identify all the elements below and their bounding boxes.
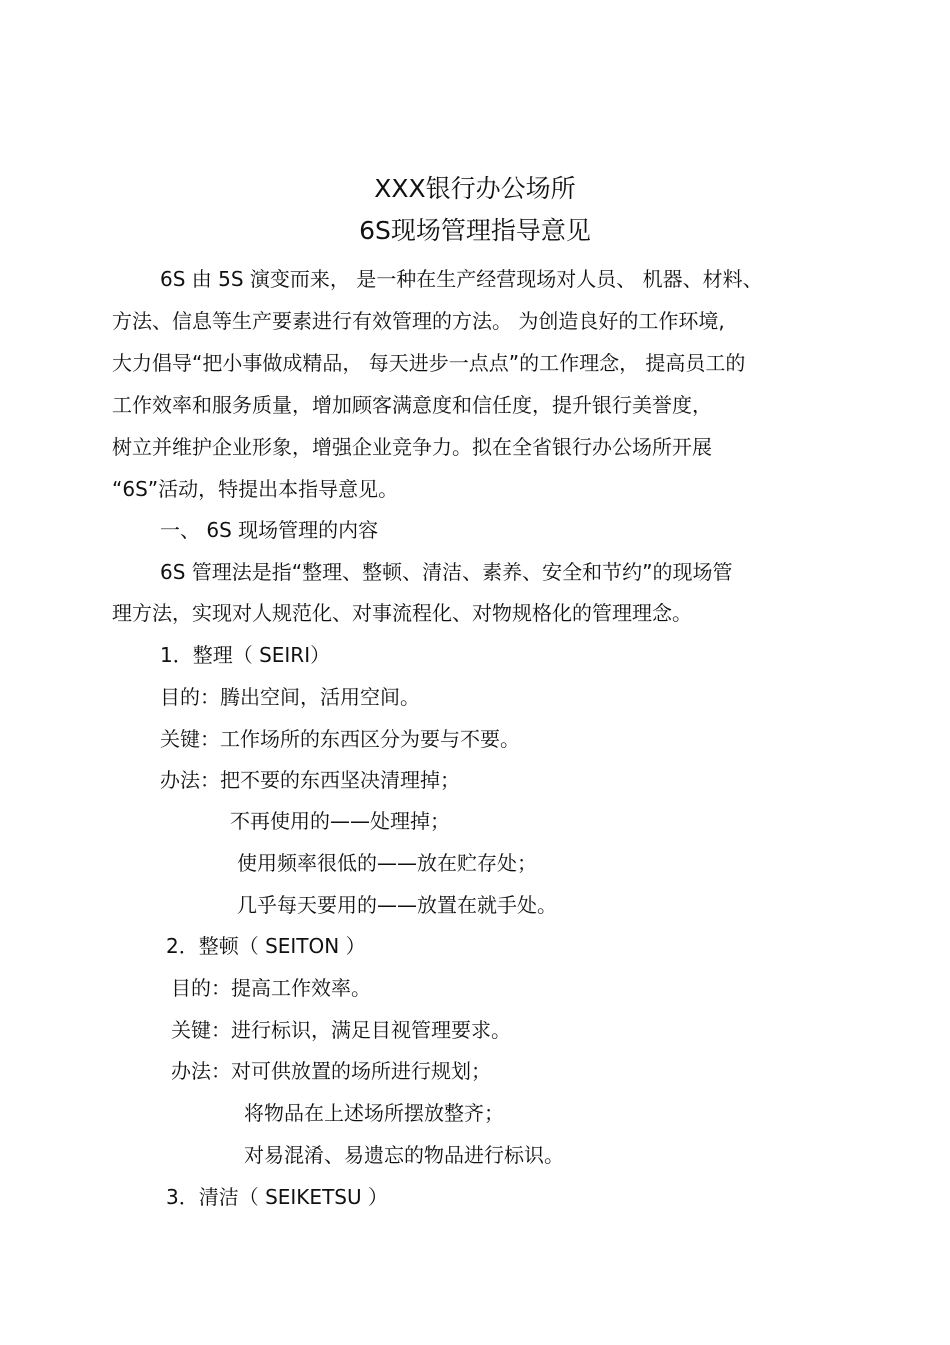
intro-paragraph-line: 方法、信息等生产要素进行有效管理的方法。 为创造良好的工作环境,	[112, 309, 725, 333]
item1-heading: 1．整理（ SEIRI）	[160, 643, 331, 667]
intro-paragraph-line: 工作效率和服务质量，增加顾客满意度和信任度，提升银行美誉度，	[112, 393, 712, 417]
intro-paragraph-line: 树立并维护企业形象，增强企业竞争力。拟在全省银行办公场所开展	[112, 435, 712, 459]
intro-paragraph-line: 6S 由 5S 演变而来， 是一种在生产经营现场对人员、 机器、材料、	[160, 267, 763, 291]
item2-method: 办法：对可供放置的场所进行规划；	[171, 1059, 491, 1083]
item2-key: 关键：进行标识，满足目视管理要求。	[171, 1018, 511, 1042]
item1-key: 关键：工作场所的东西区分为要与不要。	[160, 727, 520, 751]
item1-method-sub: 几乎每天要用的——放置在就手处。	[237, 893, 557, 917]
item1-method-sub: 使用频率很低的——放在贮存处；	[237, 851, 537, 875]
item3-heading: 3．清洁（ SEIKETSU ）	[166, 1185, 388, 1209]
document-title-line2: 6S现场管理指导意见	[359, 216, 591, 245]
item1-method-sub: 不再使用的——处理掉；	[230, 809, 450, 833]
document-title-line1: XXX银行办公场所	[374, 174, 576, 203]
item2-method-sub: 对易混淆、易遗忘的物品进行标识。	[244, 1143, 564, 1167]
item1-method: 办法：把不要的东西坚决清理掉；	[160, 768, 460, 792]
section1-heading: 一、 6S 现场管理的内容	[160, 518, 379, 542]
item1-purpose: 目的：腾出空间，活用空间。	[160, 685, 420, 709]
intro-paragraph-line: 大力倡导“把小事做成精品， 每天进步一点点”的工作理念， 提高员工的	[112, 351, 746, 375]
section1-body-line: 6S 管理法是指“整理、整顿、清洁、素养、安全和节约”的现场管	[160, 560, 733, 584]
item2-method-sub: 将物品在上述场所摆放整齐；	[244, 1101, 504, 1125]
intro-paragraph-line: “6S”活动，特提出本指导意见。	[112, 477, 399, 501]
item2-heading: 2．整顿（ SEITON ）	[166, 934, 366, 958]
item2-purpose: 目的：提高工作效率。	[171, 976, 371, 1000]
section1-body-line: 理方法，实现对人规范化、对事流程化、对物规格化的管理理念。	[112, 601, 692, 625]
